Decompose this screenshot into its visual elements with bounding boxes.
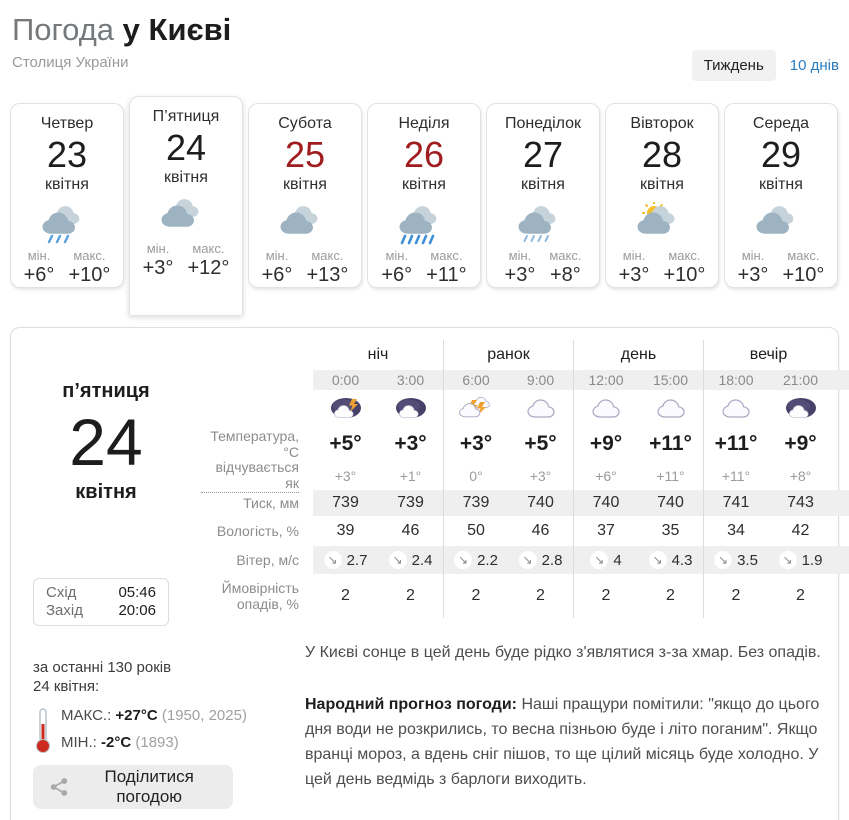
humidity-value: 46 [531,522,550,539]
max-label: макс. [192,241,225,256]
wind-direction-icon: ↘ [590,551,608,569]
min-label: мін. [265,248,289,263]
card-month: квітня [759,176,803,193]
max-label: макс. [430,248,463,263]
cloud-icon [573,390,638,426]
wind-cell [638,546,703,574]
time-header: 21:00 [768,370,833,390]
temperature-value: +9° [573,426,638,462]
precip-value: 2 [406,587,415,604]
wind-direction-icon: ↘ [389,551,407,569]
pressure-value: 740 [508,490,573,516]
pressure-value: 740 [638,490,703,516]
period-header-4: вечір [703,340,833,370]
day-card-23[interactable] [10,103,124,288]
wind-value: 4 [613,551,622,569]
night-cloud-icon [768,390,833,426]
time-header: 6:00 [443,370,508,390]
week-tab-button[interactable]: Тиждень [692,50,776,81]
card-minmax [487,248,599,287]
card-day-number: 29 [760,134,802,175]
temperature-value: +11° [649,432,692,455]
precip-value: 2 [703,574,768,618]
wind-value: 1.9 [801,551,823,569]
wind-value: 2.7 [346,551,368,569]
min-label: мін. [146,241,170,256]
cloud-icon [638,390,703,426]
time-row-spacer [201,370,313,390]
humidity-filler [833,516,849,546]
card-month: квітня [402,176,446,193]
min-label: мін. [622,248,646,263]
sunrise-sunset-box [33,578,169,626]
wind-cell [768,546,833,574]
min-temp: +6° [381,264,413,286]
precip-value: 2 [443,574,508,618]
card-month: квітня [640,176,684,193]
day-detail-panel [10,327,839,820]
record-min-label: МІН.: [61,734,97,751]
time-header: 18:00 [703,370,768,390]
wind-direction-icon: ↘ [779,551,797,569]
max-label: макс. [668,248,701,263]
time-header: 9:00 [508,370,573,390]
wind-direction-icon: ↘ [324,551,342,569]
min-temp: +3° [504,264,536,286]
selected-day-column [11,328,201,504]
day-description [305,640,833,819]
rain-icon [11,202,123,246]
wind-cell [443,546,508,574]
card-weekday: Неділя [398,115,450,132]
page-header [0,0,849,96]
precip-row-label: Ймовірність опадів, % [221,580,299,612]
wind-direction-icon: ↘ [649,551,667,569]
wind-cell [508,546,573,574]
feels-row-label[interactable] [201,459,313,491]
humidity-value: 42 [791,522,810,539]
thermometer-icon [33,706,53,754]
card-weekday: Субота [278,115,332,132]
min-label: мін. [27,248,51,263]
wind-value: 2.2 [477,551,498,569]
night-cloud-icon [378,390,443,426]
card-weekday: Четвер [40,115,94,132]
card-day-number: 23 [46,134,88,175]
range-switcher [692,50,839,81]
precip-value: 2 [536,587,545,604]
pressure-value: 739 [443,490,508,516]
period-header-2: ранок [443,340,573,370]
selected-day-number: 24 [69,405,143,479]
temperature-value: +5° [524,432,557,455]
share-button-label: Поділитися погодою [104,767,194,806]
wind-direction-icon: ↘ [714,551,732,569]
feels-value: +1° [399,468,422,484]
max-temp: +10° [68,264,111,286]
feels-value: +11° [656,468,685,484]
max-label: макс. [549,248,582,263]
temperature-value: +3° [443,426,508,462]
humidity-row-label: Вологість, % [216,523,299,539]
temperature-row-label: Температура, °C [210,428,299,460]
card-weekday: Понеділок [504,115,582,132]
time-header: 3:00 [378,370,443,390]
min-temp: +6° [261,264,293,286]
feels-value: +8° [789,468,812,484]
cloud-lightning-icon [443,390,508,426]
wind-value: 4.3 [671,551,693,569]
humidity-value: 37 [573,516,638,546]
card-day-number: 26 [403,134,445,175]
temperature-value: +3° [394,432,427,455]
rain-light-icon [487,202,599,246]
page-title-city: у Києві [122,12,232,47]
hourly-forecast-table [201,340,849,618]
pressure-row-label: Тиск, мм [243,495,299,511]
temperature-filler [833,426,849,462]
feels-value: +3° [334,468,357,484]
wind-direction-icon: ↘ [519,551,537,569]
min-temp: +3° [142,257,174,279]
page-title [12,12,839,48]
time-header: 0:00 [313,370,378,390]
selected-weekday: п’ятниця [62,380,150,402]
time-header: 15:00 [638,370,703,390]
folk-forecast-title: Народний прогноз погоди: [305,696,517,713]
card-minmax [606,248,718,287]
max-label: макс. [311,248,344,263]
sun-cloud-icon [606,202,718,246]
sunset-row [46,602,156,620]
min-label: мін. [508,248,532,263]
share-icon [49,775,69,799]
wind-value: 3.5 [737,551,758,569]
card-minmax [368,248,480,287]
sunset-time: 20:06 [118,602,156,619]
records-intro-line2: 24 квітня: [33,678,100,695]
temperature-records [33,658,247,754]
ten-days-link[interactable]: 10 днів [789,57,839,74]
pressure-value: 741 [703,490,768,516]
record-max-label: МАКС.: [61,707,112,724]
time-filler [833,370,849,390]
icon-filler [833,390,849,426]
cloud-icon [703,390,768,426]
min-temp: +3° [737,264,769,286]
humidity-value: 46 [401,522,420,539]
max-temp: +12° [187,257,230,279]
min-temp: +3° [618,264,650,286]
card-weekday: Вівторок [630,115,694,132]
cloudy-icon [130,195,242,239]
wind-row-label: Вітер, м/с [236,552,299,568]
sunrise-time: 05:46 [118,584,156,601]
record-max-line [61,706,247,725]
feels-value: +3° [529,468,552,484]
precip-value: 2 [341,587,350,604]
temperature-value: +9° [784,432,817,455]
feels-value: 0° [443,462,508,490]
min-label: мін. [741,248,765,263]
min-label: мін. [385,248,409,263]
day-card-26[interactable] [367,103,481,288]
max-temp: +8° [550,264,581,286]
temperature-value: +11° [703,426,768,462]
share-weather-button[interactable] [33,765,233,809]
humidity-value: 39 [336,522,355,539]
record-max-value: +27°C [115,707,158,724]
temperature-value: +5° [329,432,362,455]
max-temp: +10° [782,264,825,286]
card-month: квітня [45,176,89,193]
card-month: квітня [283,176,327,193]
max-label: макс. [787,248,820,263]
max-temp: +13° [306,264,349,286]
max-label: макс. [73,248,106,263]
humidity-value: 35 [661,522,680,539]
wind-cell [378,546,443,574]
card-minmax [130,241,242,280]
record-max-years: (1950, 2025) [161,707,247,724]
card-day-number: 24 [165,127,207,168]
day-cards-row [10,103,839,315]
card-month: квітня [521,176,565,193]
precip-value: 2 [796,587,805,604]
wind-value: 2.4 [411,551,433,569]
cloudy-icon [725,202,837,246]
max-temp: +10° [663,264,706,286]
pressure-value: 739 [378,490,443,516]
precip-value: 2 [573,574,638,618]
time-header: 12:00 [573,370,638,390]
record-min-years: (1893) [135,734,179,751]
sunrise-row [46,584,156,602]
folk-forecast-text: Наші пращури помітили: "якщо до цього дня води не розкрились, то весна пізньою буде і літо поганим". Якщо вранці мороз, а вдень сніг пішов, то ще цілий місяць буде холодно. У цей день ведмідь з барлоги виходить. [305,696,820,788]
card-day-number: 28 [641,134,683,175]
rain-heavy-icon [368,202,480,246]
min-temp: +6° [23,264,55,286]
wind-cell [703,546,768,574]
wind-value: 2.8 [541,551,563,569]
card-month: квітня [164,169,208,186]
precip-filler [833,574,849,618]
cloudy-icon [249,202,361,246]
record-min-line [61,733,247,752]
card-minmax [725,248,837,287]
night-lightning-icon [313,390,378,426]
sunset-label: Захід [46,602,83,619]
summary-paragraph: У Києві сонце в цей день буде рідко з'являтися з-за хмар. Без опадів. [305,644,821,661]
feels-filler [833,462,849,490]
pressure-value: 743 [768,490,833,516]
card-day-number: 27 [522,134,564,175]
day-card-27[interactable] [486,103,600,288]
feels-like-label[interactable]: відчувається як [201,459,299,493]
max-temp: +11° [426,264,467,286]
pressure-filler [833,490,849,516]
wind-cell [313,546,378,574]
card-weekday: П’ятниця [152,108,220,125]
cloud-icon [508,390,573,426]
card-minmax [11,248,123,287]
folk-forecast-paragraph [305,692,833,792]
sunrise-label: Схід [46,584,77,601]
wind-filler [833,546,849,574]
record-min-value: -2°C [101,734,132,751]
card-minmax [249,248,361,287]
precip-value: 2 [666,587,675,604]
page-subtitle: Столиця України [12,54,129,71]
card-weekday: Середа [752,115,810,132]
period-filler [833,340,849,370]
humidity-value: 50 [443,516,508,546]
feels-value: +6° [573,462,638,490]
day-card-24[interactable] [129,96,243,315]
pressure-value: 739 [313,490,378,516]
pressure-value: 740 [573,490,638,516]
wind-direction-icon: ↘ [454,551,472,569]
icon-row-spacer [201,390,313,426]
day-card-25[interactable] [248,103,362,288]
day-card-29[interactable] [724,103,838,288]
wind-cell [573,546,638,574]
period-header-1: ніч [367,346,389,363]
period-row-spacer [201,340,313,370]
period-header-3: день [573,340,703,370]
card-day-number: 25 [284,134,326,175]
records-intro-line1: за останні 130 років [33,659,172,676]
day-card-28[interactable] [605,103,719,288]
selected-month: квітня [75,481,137,503]
humidity-value: 34 [703,516,768,546]
page-title-accent: Погода [12,12,115,47]
feels-value: +11° [703,462,768,490]
